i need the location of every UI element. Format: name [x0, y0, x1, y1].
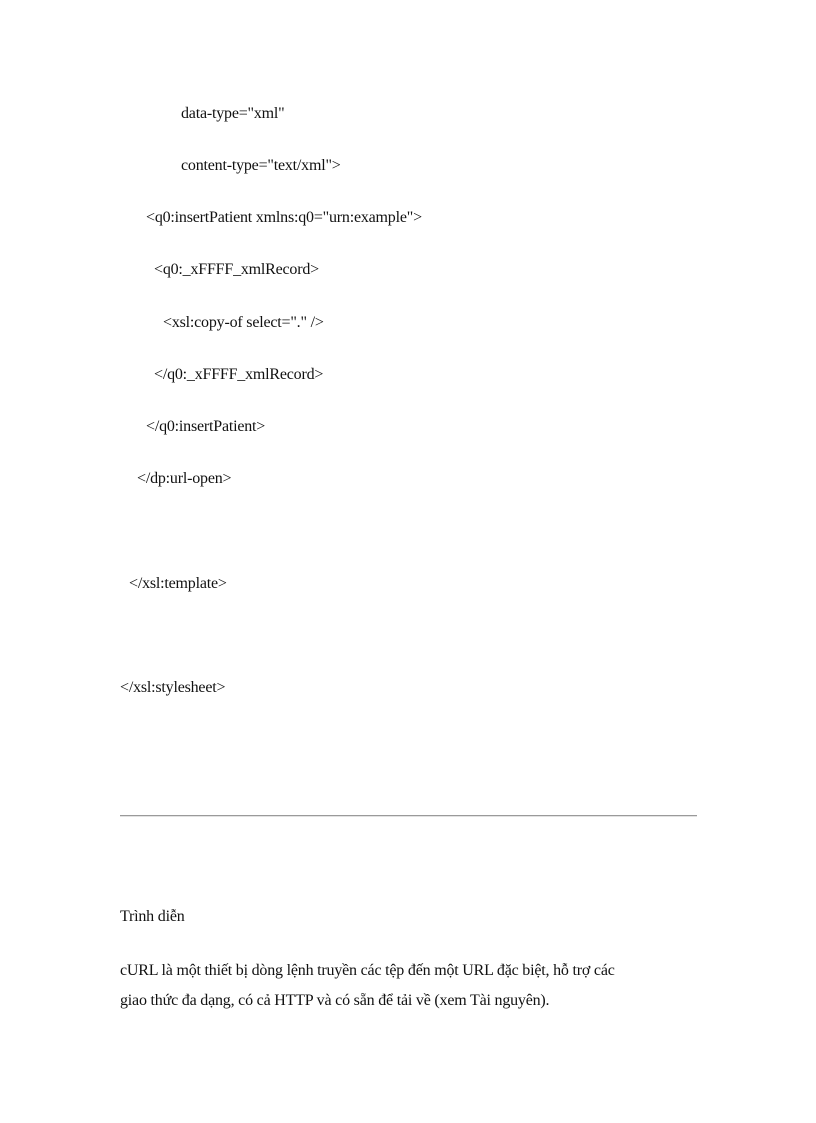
- code-line: </q0:insertPatient>: [146, 418, 266, 435]
- code-line: <q0:insertPatient xmlns:q0="urn:example">: [146, 209, 422, 226]
- paragraph-line: giao thức đa dạng, có cả HTTP và có sẵn để tải về (xem Tài nguyên).: [120, 992, 550, 1009]
- code-line: </xsl:template>: [129, 575, 227, 592]
- horizontal-divider: [120, 815, 697, 817]
- code-line: <xsl:copy-of select="." />: [163, 314, 324, 331]
- code-line: </dp:url-open>: [137, 470, 232, 487]
- paragraph-line: cURL là một thiết bị dòng lệnh truyền các tệp đến một URL đặc biệt, hỗ trợ các: [120, 962, 615, 979]
- code-line: content-type="text/xml">: [181, 157, 341, 174]
- code-line: </q0:_xFFFF_xmlRecord>: [154, 366, 324, 383]
- section-heading: Trình diễn: [120, 908, 185, 925]
- code-line: </xsl:stylesheet>: [120, 679, 226, 696]
- code-line: data-type="xml": [181, 105, 285, 122]
- code-line: <q0:_xFFFF_xmlRecord>: [154, 261, 319, 278]
